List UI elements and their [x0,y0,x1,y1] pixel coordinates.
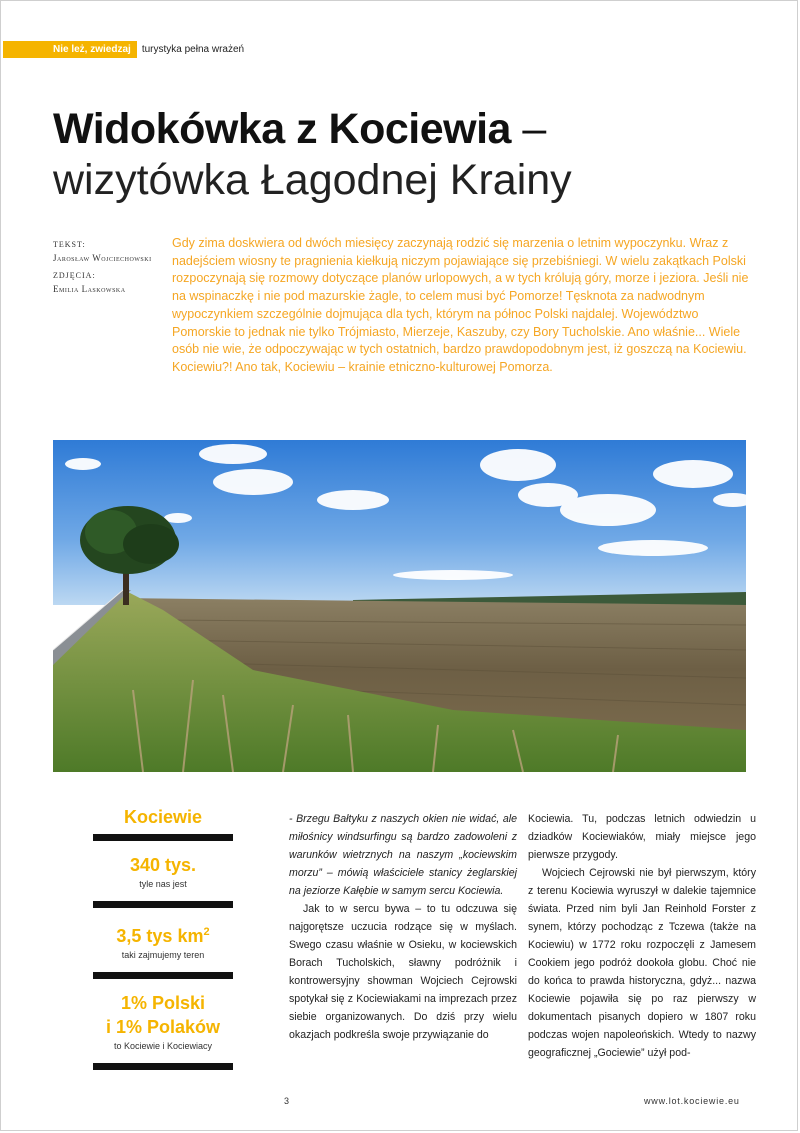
landscape-photo [53,440,746,772]
lead-paragraph [172,235,752,377]
col1-paragraph-2: Jak to w sercu bywa – to tu odczuwa się najgorętsze uczucia rodzące się w myślach. Swego czasu właśnie w Osieku, w kociewskich Borach Tucholskich, sławny podróżnik i kontrowersyjny showman Wojciech Cejrowski spotykał się z Kociewiakami na imprezach przez siebie organizowanych. Do dziś przy wielu okazjach podkreśla swoje przywiązanie do [289,903,517,1041]
col2-paragraph-2: Wojciech Cejrowski nie był pierwszym, który z terenu Kociewia wyruszył w dalekie tajemnice świata. Przed nim byli Jan Reinhold Forster z synem, którzy pochodząc z Tczewa (także na Kociewiu) w 1772 roku rozpoczęli z Jamesem Cookiem jego podróż dookoła globu. Choć nie do końca to prawda historyczna, gdyż... nazwa Kociewie pojawiła się po raz pierwszy w dokumentach pisanych dopiero w 1807 roku podczas wojen napoleońskich. Wtedy to nazwy geograficznej „Gociewie” użył pod- [528,867,756,1059]
article-subtitle: wizytówka Łagodnej Krainy [53,156,572,204]
article-title [53,104,546,154]
photo-label: ZDJĘCIA: [53,271,96,280]
col2-paragraph-1: Kociewia. Tu, podczas letnich odwiedzin u dziadków Kociewiaków, miały miejsce jego pierwsze przygody. [528,813,756,861]
section-header [3,41,244,58]
stat-area-sup: 2 [203,926,210,938]
facts-rule [93,901,233,908]
footer-url[interactable]: www.lot.kociewie.eu [644,1096,740,1106]
stat-population: 340 tys. [129,855,197,875]
credits [53,238,163,300]
facts-heading: Kociewie [123,807,203,827]
stat-area [93,920,233,948]
lead-text: Gdy zima doskwiera od dwóch miesięcy zaczynają rodzić się marzenia o letnim wypoczynku. Wraz z nadejściem wiosny te pragnienia kiełkują niczym pojawiające się przebiśniegi. W wielu zakątkach Polski rozpoczynają się rozmowy dotyczące planów urlopowych, a w tych królują góry, morze i jeziora. Jeśli nie na wspinaczkę i nie pod mazurskie żagle, to celem musi być Pomorze! Tęsknota za nadwodnym wypoczynkiem szczególnie dojmująca dla tych, którym na północ Polski najdalej. Województwo Pomorskie to jednak nie tylko Trójmiasto, Mierzeje, Kaszuby, czy Bory Tucholskie. Ano właśnie... Wiele osób nie wie, że odpoczywając w tych ostatnich, bardzo prawdopodobnym jest, iż goszczą na Kociewiu. Kociewiu?! Ano tak, Kociewiu – krainie etniczno-kulturowej Pomorza. [172,236,749,374]
body-column-1 [289,810,517,1044]
stat-share-line1: 1% Polski [120,993,206,1013]
facts-rule [93,972,233,979]
col1-paragraph-1: - Brzegu Bałtyku z naszych okien nie widać, ale miłośnicy windsurfingu są bardzo zadowoleni z warunków wietrznych na naszym „kociewskim morzu” – mówią właściciele stanicy żeglarskiej na jeziorze Kałębie w samym sercu Kociewia. [289,813,517,897]
facts-rule [93,834,233,841]
facts-sidebar [93,804,233,1070]
facts-rule [93,1063,233,1070]
note-population: tyle nas jest [139,879,187,889]
stat-area-value: 3,5 tys km [116,926,204,946]
note-share: to Kociewie i Kociewiacy [113,1041,213,1051]
page-number: 3 [284,1096,290,1106]
section-tag: Nie leż, zwiedzaj [3,41,137,58]
landscape-illustration [53,440,746,772]
title-dash: – [522,105,546,153]
photo-author: Emilia Laskowska [53,284,126,294]
body-column-2 [528,810,756,1062]
note-area: taki zajmujemy teren [121,950,205,960]
text-author: Jarosław Wojciechowski [53,253,152,263]
section-subtitle: turystyka pełna wrażeń [141,44,245,55]
text-label: TEKST: [53,240,86,249]
title-main: Widokówka z Kociewia [53,105,511,153]
stat-share-line2: i 1% Polaków [105,1017,221,1037]
